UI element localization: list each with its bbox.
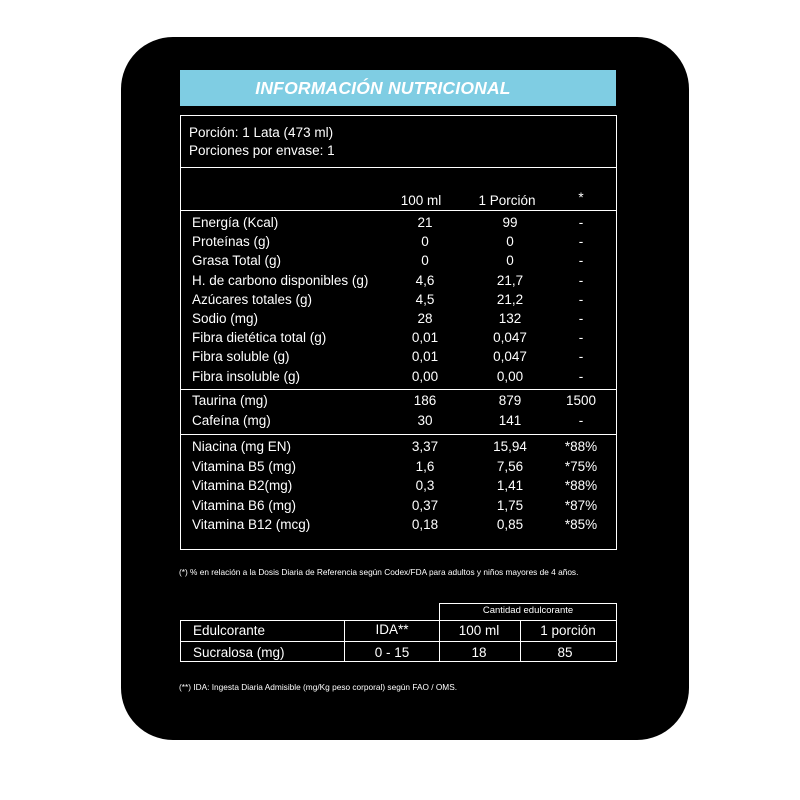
nutrient-name: H. de carbono disponibles (g) <box>192 273 369 288</box>
sweetener-col-100ml: 100 ml <box>458 623 500 638</box>
nutrient-daily-value: - <box>578 234 584 249</box>
sweetener-row-100ml: 18 <box>471 645 487 660</box>
nutrient-name: Vitamina B5 (mg) <box>192 459 297 474</box>
nutrient-name: Fibra insoluble (g) <box>192 369 301 384</box>
nutrient-value-portion: 21,7 <box>496 273 524 288</box>
nutrient-daily-value: - <box>578 253 584 268</box>
nutrient-name: Fibra dietética total (g) <box>192 330 327 345</box>
footnote-daily-value: (*) % en relación a la Dosis Diaria de Referencia según Codex/FDA para adultos y niños mayores de 4 años. <box>179 567 579 577</box>
nutrient-name: Taurina (mg) <box>192 393 268 408</box>
nutrient-value-portion: 879 <box>498 393 522 408</box>
nutrient-name: Vitamina B12 (mcg) <box>192 517 311 532</box>
sweetener-col-name: Edulcorante <box>193 623 266 638</box>
nutrient-value-100ml: 0 <box>421 234 429 249</box>
nutrient-daily-value: - <box>578 215 584 230</box>
nutrient-value-portion: 132 <box>498 311 522 326</box>
nutrient-daily-value: *88% <box>564 478 598 493</box>
nutrient-value-100ml: 186 <box>413 393 437 408</box>
nutrient-daily-value: - <box>578 311 584 326</box>
nutrient-name: Azúcares totales (g) <box>192 292 313 307</box>
nutrient-daily-value: - <box>578 413 584 428</box>
nutrient-value-100ml: 0 <box>421 253 429 268</box>
nutrient-daily-value: *85% <box>564 517 598 532</box>
nutrient-name: Fibra soluble (g) <box>192 349 290 364</box>
header-daily-value: * <box>578 190 584 205</box>
title-bar <box>180 70 616 106</box>
header-per-100ml: 100 ml <box>400 193 442 208</box>
header-per-portion: 1 Porción <box>478 193 536 208</box>
nutrient-daily-value: - <box>578 273 584 288</box>
nutrient-value-100ml: 30 <box>417 413 433 428</box>
nutrient-daily-value: 1500 <box>565 393 597 408</box>
nutrient-value-100ml: 0,37 <box>411 498 439 513</box>
title: INFORMACIÓN NUTRICIONAL <box>255 78 511 98</box>
sweetener-row-divider <box>180 641 617 642</box>
nutrient-name: Grasa Total (g) <box>192 253 282 268</box>
nutrient-value-100ml: 0,18 <box>411 517 439 532</box>
nutrient-name: Vitamina B2(mg) <box>192 478 293 493</box>
nutrient-value-portion: 15,94 <box>493 439 527 454</box>
nutrient-value-portion: 0 <box>506 234 514 249</box>
nutrient-daily-value: - <box>578 292 584 307</box>
sweetener-row-portion: 85 <box>557 645 573 660</box>
sweetener-col-divider-2 <box>439 620 440 662</box>
nutrient-name: Vitamina B6 (mg) <box>192 498 297 513</box>
nutrient-value-portion: 0,047 <box>493 330 527 345</box>
sweetener-col-ida: IDA** <box>375 622 409 637</box>
sweetener-row-name: Sucralosa (mg) <box>193 645 285 660</box>
nutrient-value-100ml: 21 <box>417 215 433 230</box>
portion-line-1: Porción: 1 Lata (473 ml) <box>189 125 334 140</box>
header-divider <box>180 210 617 211</box>
nutrient-daily-value: *75% <box>564 459 598 474</box>
nutrient-value-100ml: 3,37 <box>411 439 439 454</box>
nutrient-value-100ml: 28 <box>417 311 433 326</box>
nutrient-value-100ml: 0,01 <box>411 330 439 345</box>
sweetener-col-divider-1 <box>344 620 345 662</box>
nutrient-name: Proteínas (g) <box>192 234 271 249</box>
nutrient-value-100ml: 0,01 <box>411 349 439 364</box>
group-divider-1 <box>180 389 617 390</box>
sweetener-row-ida: 0 - 15 <box>374 645 410 660</box>
nutrient-value-portion: 7,56 <box>496 459 524 474</box>
nutrient-value-portion: 0,047 <box>493 349 527 364</box>
sweetener-col-divider-3 <box>520 620 521 662</box>
sweetener-col-portion: 1 porción <box>540 623 596 638</box>
group-divider-2 <box>180 434 617 435</box>
nutrient-value-portion: 1,41 <box>496 478 524 493</box>
nutrient-name: Sodio (mg) <box>192 311 259 326</box>
nutrient-name: Cafeína (mg) <box>192 413 271 428</box>
nutrient-daily-value: - <box>578 330 584 345</box>
nutrient-name: Niacina (mg EN) <box>192 439 292 454</box>
portion-line-2: Porciones por envase: 1 <box>189 143 335 158</box>
nutrient-value-100ml: 4,6 <box>415 273 435 288</box>
nutrient-daily-value: *88% <box>564 439 598 454</box>
nutrient-value-100ml: 1,6 <box>415 459 435 474</box>
nutrient-value-portion: 0,85 <box>496 517 524 532</box>
sweetener-group-header: Cantidad edulcorante <box>482 605 574 616</box>
nutrient-value-portion: 1,75 <box>496 498 524 513</box>
nutrient-value-100ml: 0,3 <box>415 478 435 493</box>
nutrient-daily-value: - <box>578 369 584 384</box>
nutrient-daily-value: *87% <box>564 498 598 513</box>
nutrient-value-100ml: 0,00 <box>411 369 439 384</box>
nutrient-value-100ml: 4,5 <box>415 292 435 307</box>
nutrient-value-portion: 141 <box>498 413 522 428</box>
nutrient-value-portion: 21,2 <box>496 292 524 307</box>
nutrient-value-portion: 0,00 <box>496 369 524 384</box>
nutrient-daily-value: - <box>578 349 584 364</box>
nutrient-value-portion: 0 <box>506 253 514 268</box>
footnote-ida: (**) IDA: Ingesta Diaria Admisible (mg/Kg peso corporal) según FAO / OMS. <box>179 682 458 692</box>
nutrient-name: Energía (Kcal) <box>192 215 279 230</box>
portion-box <box>180 115 617 168</box>
nutrient-value-portion: 99 <box>502 215 518 230</box>
